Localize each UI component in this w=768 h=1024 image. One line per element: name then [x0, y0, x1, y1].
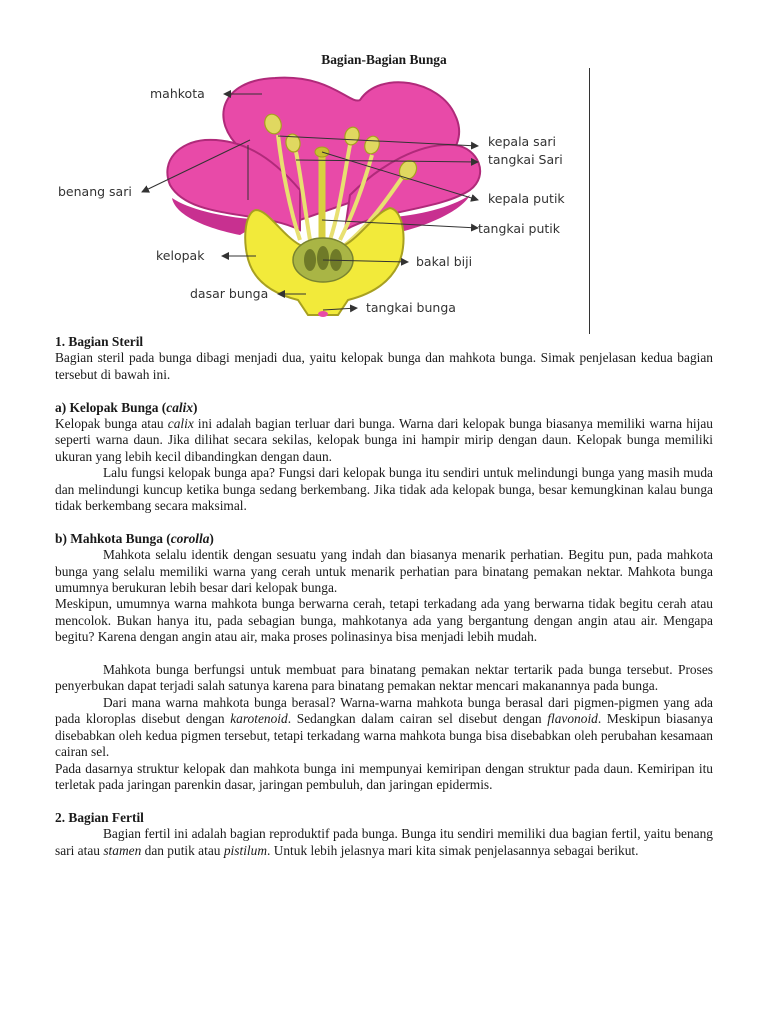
label-mahkota: mahkota [150, 86, 205, 101]
paragraph-mahkota-3: Mahkota bunga berfungsi untuk membuat para binatang pemakan nektar tertarik pada bunga tersebut. Proses penyerbukan dapat terjadi salah satunya karena para binatang pemakan nektar mencari makanannya pada bunga. [55, 662, 713, 694]
paragraph-kelopak-2: Lalu fungsi kelopak bunga apa? Fungsi dari kelopak bunga itu sendiri untuk melindungi bunga yang masih muda dan melindungi kuncup ketika bunga sedang berkembang. Jika tidak ada kelopak bunga, besar kemungkinan kalau bunga tidak berkembang secara maksimal. [55, 465, 713, 514]
paragraph-mahkota-5: Pada dasarnya struktur kelopak dan mahkota bunga ini mempunyai kemiripan dengan struktur pada daun. Kemiripan itu terletak pada jaringan parenkin dasar, jaringan pembuluh, dan jaringan epidermis. [55, 760, 713, 792]
label-tangkai-putik: tangkai putik [478, 221, 561, 236]
label-tangkai-bunga: tangkai bunga [366, 300, 456, 315]
label-bakal-biji: bakal biji [416, 254, 473, 269]
heading-kelopak-bunga: a) Kelopak Bunga (calix) [55, 399, 198, 415]
label-kepala-putik: kepala putik [488, 191, 565, 206]
heading-bagian-steril: 1. Bagian Steril [55, 334, 144, 349]
article-body [55, 334, 713, 859]
paragraph-bagian-fertil: Bagian fertil ini adalah bagian reproduktif pada bunga. Bunga itu sendiri memiliki dua bagian fertil, yaitu benang sari atau stamen dan putik atau pistilum. Untuk lebih jelasnya mari kita simak penjelasannya sebagai berikut. [55, 826, 713, 858]
label-kelopak: kelopak [156, 248, 205, 263]
flower-diagram [0, 60, 600, 320]
paragraph-mahkota-4: Dari mana warna mahkota bunga berasal? Warna-warna mahkota bunga berasal dari pigmen-pigmen yang ada pada kloroplas disebut dengan karotenoid. Sedangkan dalam cairan sel disebut dengan flavonoid. Meskipun biasanya disebabkan oleh kedua pigmen tersebut, tetapi terkadang warna mahkota bunga bisa disebabkan oleh perubahan kesamaan cairan sel. [55, 694, 714, 760]
paragraph-bagian-steril: Bagian steril pada bunga dibagi menjadi dua, yaitu kelopak bunga dan mahkota bunga. Simak penjelasan kedua bagian tersebut di bawah ini. [55, 350, 713, 382]
paragraph-kelopak-1: Kelopak bunga atau calix ini adalah bagian terluar dari bunga. Warna dari kelopak bunga biasanya memiliki warna hijau seperti warna daun. Jika dilihat secara sekilas, kelopak bunga ini hampir mirip dengan daun. Kelopak bunga memiliki ukuran yang lebih kecil dibandingkan dengan daun. [55, 416, 714, 464]
paragraph-mahkota-1: Mahkota selalu identik dengan sesuatu yang indah dan biasanya menarik perhatian. Begitu pun, pada mahkota bunga yang selalu memiliki warna yang cerah untuk menarik perhatian para binatang pemakan nektar. Mahkota bunga umumnya berukuran lebih besar dari kelopak bunga. [55, 547, 713, 596]
label-dasar-bunga: dasar bunga [190, 286, 269, 301]
page-title: Bagian-Bagian Bunga [321, 52, 447, 67]
paragraph-mahkota-2: Meskipun, umumnya warna mahkota bunga berwarna cerah, tetapi terkadang ada yang berwarna tidak begitu cerah atau mencolok. Bukan hanya itu, pada sebagian bunga, mahkotanya ada yang bergantung dengan angin atau air. Mengapa begitu? Karena dengan angin atau air, maka proses polinasinya bisa menjadi lebih mudah. [55, 596, 713, 645]
label-kepala-sari: kepala sari [488, 134, 556, 149]
label-tangkai-sari: tangkai Sari [488, 152, 563, 167]
label-benang-sari: benang sari [58, 184, 132, 199]
heading-mahkota-bunga: b) Mahkota Bunga (corolla) [55, 530, 214, 546]
heading-bagian-fertil: 2. Bagian Fertil [55, 809, 144, 825]
